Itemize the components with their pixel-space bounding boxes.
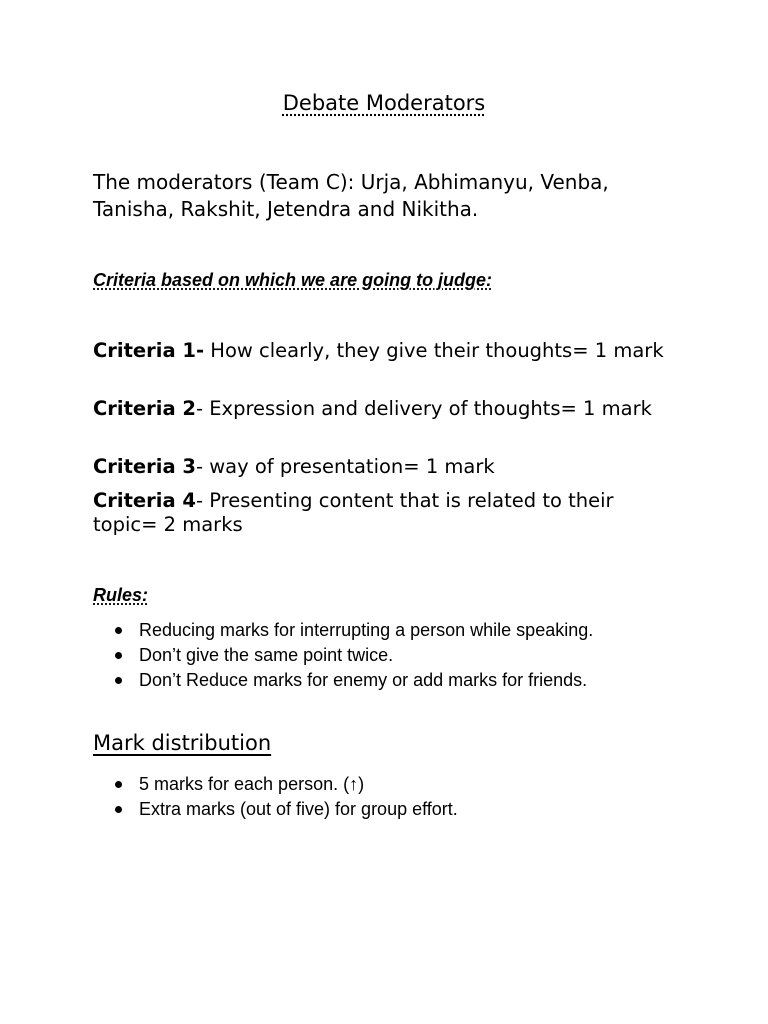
bullet-icon <box>115 677 122 684</box>
rules-heading: Rules: <box>93 585 149 605</box>
criteria-label: Criteria 1- <box>93 339 205 362</box>
criteria-label: Criteria 4 <box>93 489 196 512</box>
bullet-icon <box>115 781 122 788</box>
rule-text: Reducing marks for interrupting a person while speaking. <box>139 620 594 640</box>
criteria-text: - way of presentation= 1 mark <box>195 455 495 478</box>
criteria-text: How clearly, they give their thoughts= 1 mark <box>204 339 664 362</box>
criteria-item-4 <box>93 489 673 537</box>
criteria-item-1 <box>93 339 673 363</box>
criteria-heading: Criteria based on which we are going to judge: <box>93 270 493 290</box>
bullet-icon <box>115 806 122 813</box>
moderators-paragraph: The moderators (Team C): Urja, Abhimanyu, Venba, Tanisha, Rakshit, Jetendra and Nikitha. <box>93 170 609 221</box>
list-item <box>115 618 593 643</box>
bullet-icon <box>115 627 122 634</box>
rule-text: Don’t Reduce marks for enemy or add marks for friends. <box>139 670 588 690</box>
mark-text: Extra marks (out of five) for group effort. <box>139 799 458 819</box>
document-title-text: Debate Moderators <box>282 91 486 115</box>
mark-text: 5 marks for each person. (↑) <box>139 774 365 794</box>
mark-distribution-list <box>115 772 458 822</box>
list-item <box>115 797 458 822</box>
criteria-item-2 <box>93 397 673 421</box>
bullet-icon <box>115 652 122 659</box>
document-title <box>0 88 768 118</box>
criteria-label: Criteria 3 <box>93 455 196 478</box>
mark-distribution-heading: Mark distribution <box>93 731 272 755</box>
criteria-text: - Expression and delivery of thoughts= 1 mark <box>195 397 652 420</box>
criteria-text: - Presenting content that is related to their topic= 2 marks <box>93 489 614 536</box>
list-item <box>115 772 458 797</box>
rules-list <box>115 618 593 693</box>
criteria-label: Criteria 2 <box>93 397 196 420</box>
list-item <box>115 643 593 668</box>
rule-text: Don’t give the same point twice. <box>139 645 394 665</box>
list-item <box>115 668 593 693</box>
criteria-item-3 <box>93 455 673 479</box>
